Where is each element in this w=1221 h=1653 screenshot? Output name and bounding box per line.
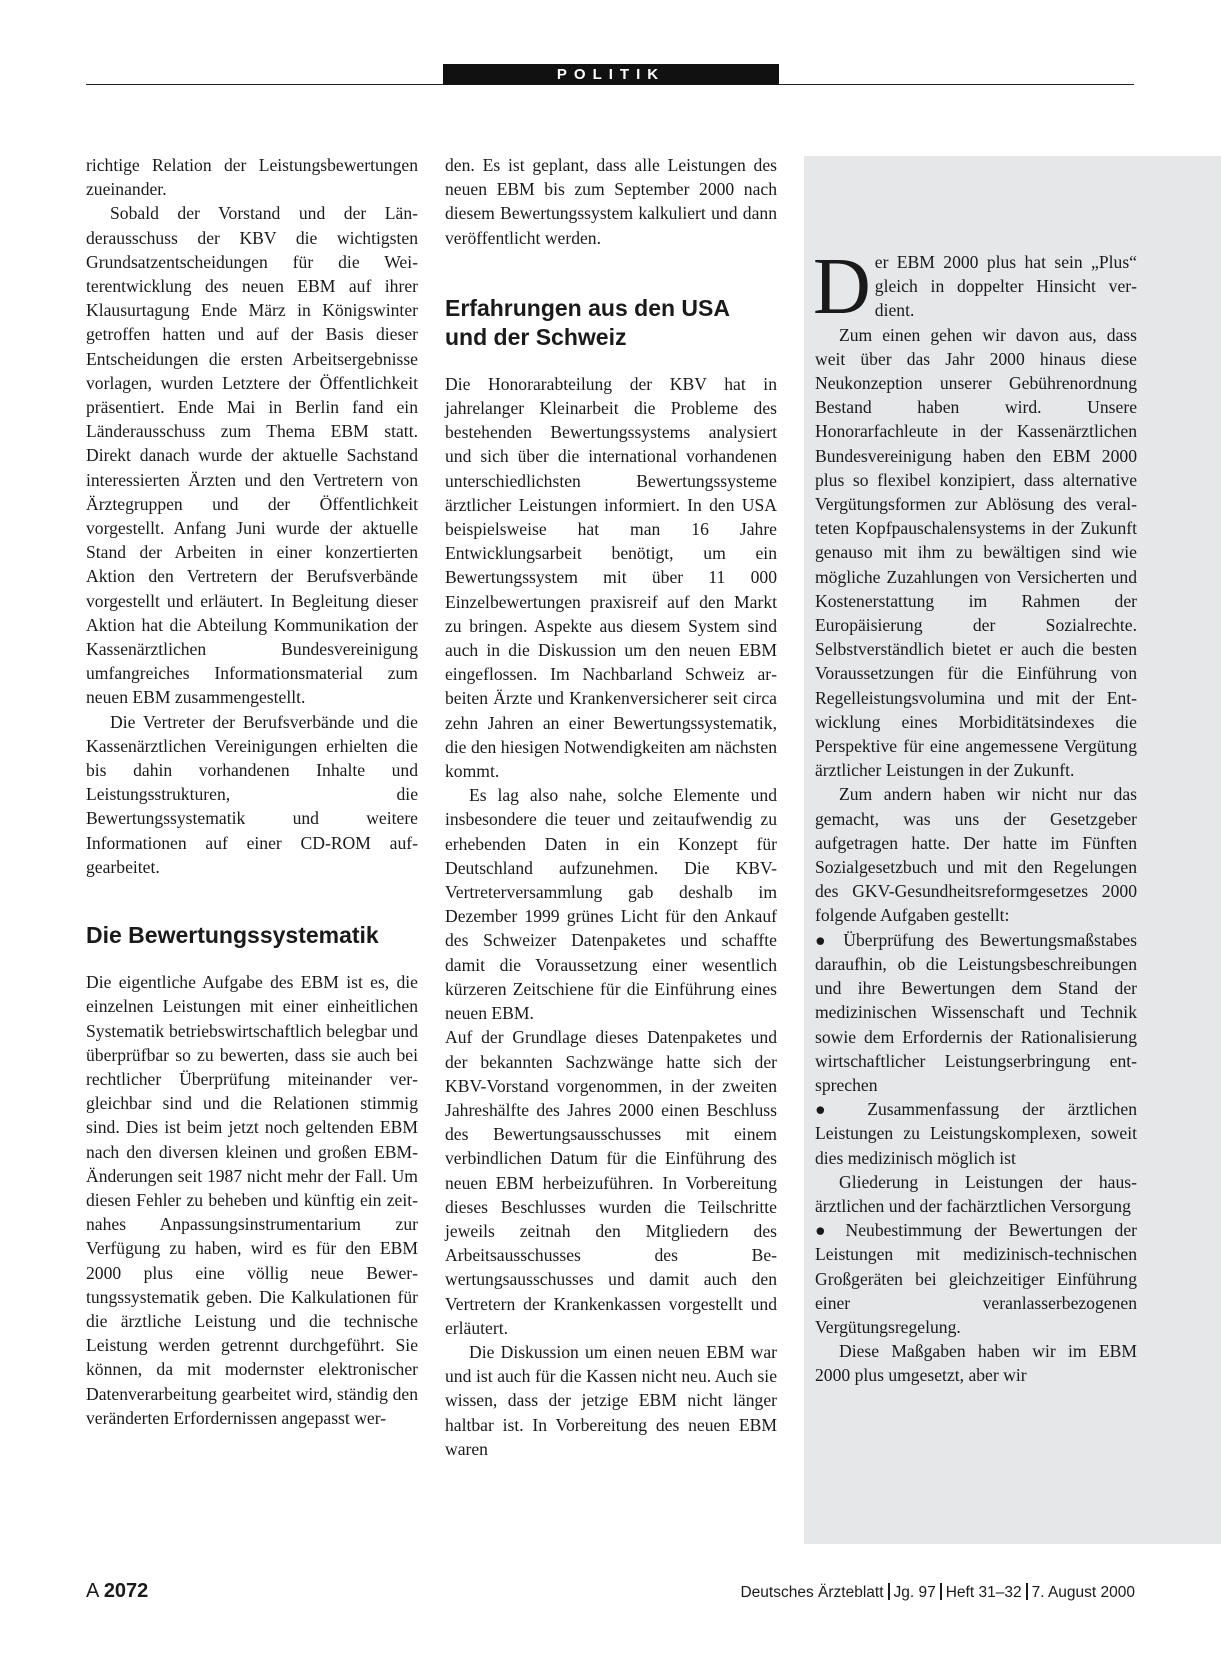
- separator: [1026, 1583, 1028, 1600]
- paragraph: Die eigentliche Aufgabe des EBM ist es, die einzelnen Leistungen mit einer einheitlichen Systematik betriebswirtschaftlich belegbar und überprüfbar so zu bewerten, dass sie auch bei rechtlicher Überprüfung miteinander vergleichbar sind und die Relationen stimmig sind. Dies ist beim jetzt noch geltenden EBM nach den diversen kleinen und großen EBM-Änderungen seit 1987 nicht mehr der Fall. Um diesen Fehler zu beheben und künftig ein zeitnahes Anpassungsinstrumentarium zur Verfügung zu haben, wird es für den EBM 2000 plus eine völlig neue Bewertungssystematik geben. Die Kalkulationen für die ärztliche Leistung und die technische Leistung werden getrennt durchgeführt. Sie können, da mit modernster elektronischer Datenverarbeitung gearbeitet wird, ständig den veränderten Erfordernissen angepasst wer-: [86, 972, 418, 1428]
- column-2: [445, 153, 777, 1461]
- drop-cap: D: [813, 243, 871, 331]
- paragraph: Gliederung in Leistungen der hausärztlichen und der fachärztlichen Versorgung: [815, 1171, 1137, 1216]
- journal-volume: Jg. 97: [893, 1584, 936, 1601]
- paragraph: Zum andern haben wir nicht nur das gemacht, was uns der Gesetzgeber aufgetragen hatte. Der hatte im Fünften Sozialgesetzbuch und mit den Regelungen des GKV-Gesundheitsreformgesetzes 2000 folgende Aufgaben gestellt:: [815, 784, 1137, 926]
- paragraph: Die Vertreter der Berufsverbände und die Kassenärztlichen Vereinigungen erhielten die bis dahin vorhandenen Inhalte und Leistungsstrukturen, die Bewertungssystematik und weitere Informationen auf einer CD-ROM aufgearbeitet.: [86, 711, 418, 877]
- paragraph: richtige Relation der Leistungsbewertungen zueinander.: [86, 155, 418, 200]
- paragraph: Zum einen gehen wir davon aus, dass weit über das Jahr 2000 hinaus diese Neukonzeption unserer Gebührenordnung Bestand haben wird. Unsere Honorarfachleute in der Kassenärztlichen Bundesvereinigung haben den EBM 2000 plus so flexibel konzipiert, dass alternative Vergütungsformen zur Ablösung des veralteten Kopfpauschalensystems in der Zukunft genauso mit ihm zu bewältigen sind wie mögliche Zuzahlungen von Versicherten und Kostenerstattung im Rahmen der Europäisierung der Sozialrechte. Selbstverständlich bietet er auch die besten Voraussetzungen für die Einführung von Regelleistungsvolumina und mit der Entwicklung eines Morbiditätsindexes die Perspektive für eine angemessene Vergütung ärztlicher Leistungen in der Zukunft.: [815, 324, 1137, 781]
- paragraph: den. Es ist geplant, dass alle Leistungen des neuen EBM bis zum September 2000 nach diesem Bewertungssystem kalkuliert und dann veröffentlicht werden.: [445, 155, 777, 248]
- page-number: [86, 1580, 148, 1603]
- separator: [940, 1583, 942, 1600]
- section-heading: Die Bewertungssystematik: [86, 922, 379, 949]
- journal-issue: Heft 31–32: [945, 1584, 1022, 1601]
- sidebar-column: [813, 243, 1137, 1388]
- journal-date: 7. August 2000: [1031, 1584, 1135, 1601]
- page-prefix: A: [86, 1580, 99, 1602]
- page-number-value: 2072: [103, 1580, 149, 1602]
- sidebar-lead-text: er EBM 2000 plus hat sein „Plus“ gleich in doppelter Hinsicht verdient.: [874, 252, 1137, 321]
- section-heading: [445, 294, 777, 352]
- section-label: POLITIK: [443, 64, 779, 85]
- bullet-item: ● Überprüfung des Bewertungsmaßstabes daraufhin, ob die Leistungsbeschreibungen und ihre Bewertungen dem Stand der medizinischen Wissenschaft und Technik sowie dem Erfordernis der Rationalisierung wirtschaftlicher Leistungserbringung entsprechen: [815, 929, 1137, 1095]
- paragraph: Diese Maßgaben haben wir im EBM 2000 plus umgesetzt, aber wir: [815, 1341, 1137, 1386]
- paragraph: Sobald der Vorstand und der Länderausschuss der KBV die wichtigsten Grundsatzentscheidungen für die Weiterentwicklung des neuen EBM auf ihrer Klausurtagung Ende März in Königswinter getroffen hatten und auf der Basis dieser Entscheidungen die ersten Arbeitsergebnisse vorlagen, wurden Letztere der Öffentlichkeit präsentiert. Ende Mai in Berlin fand ein Länderausschuss zum Thema EBM statt. Direkt danach wurde der aktuelle Sachstand interessierten Ärzten und den Vertretern von Ärztegruppen und der Öffentlichkeit vorgestellt. Anfang Juni wurde der aktuelle Stand der Arbeiten in einer konzertierten Aktion den Vertretern der Berufsverbände vorgestellt und erläutert. In Begleitung dieser Aktion hat die Abteilung Kommunikation der Kassenärztlichen Bundesvereinigung umfangreiches Informationsmaterial zum neuen EBM zusammengestellt.: [86, 203, 418, 708]
- bullet-item: ● Zusammenfassung der ärztlichen Leistungen zu Leistungskomplexen, soweit dies medizinisch möglich ist: [815, 1099, 1137, 1168]
- paragraph: Die Diskussion um einen neuen EBM war und ist auch für die Kassen nicht neu. Auch sie wissen, dass der jetzige EBM nicht länger haltbar ist. In Vorbereitung des neuen EBM waren: [445, 1341, 777, 1459]
- journal-citation: [740, 1583, 1135, 1602]
- separator: [888, 1583, 890, 1600]
- paragraph: Es lag also nahe, solche Elemente und insbesondere die teuer und zeitaufwendig zu erhebenden Daten in ein Konzept für Deutschland aufzunehmen. Die KBV-Vertreterversammlung gab deshalb im Dezember 1999 grünes Licht für den Ankauf des Schweizer Datenpaketes und schaffte damit die Voraussetzung einer wesentlich kürzeren Zeitschiene für die Einführung eines neuen EBM.: [445, 785, 777, 1024]
- paragraph: Die Honorarabteilung der KBV hat in jahrelanger Kleinarbeit die Probleme des bestehenden Bewertungssystems analysiert und sich über die international vorhandenen unterschiedlichsten Bewertungssysteme ärztlicher Leistungen informiert. In den USA beispielsweise hat man 16 Jahre Entwicklungsarbeit benötigt, um ein Bewertungssystem mit über 11 000 Einzelbewertungen praxisreif auf den Markt zu bringen. Aspekte aus diesem System sind auch in die Diskussion um den neuen EBM eingeflossen. Im Nachbarland Schweiz arbeiten Ärzte und Krankenversicherer seit circa zehn Jahren an einer Bewertungssystematik, die den hiesigen Notwendigkeiten am nächsten kommt.: [445, 373, 777, 782]
- bullet-item: ● Neubestimmung der Bewertungen der Leistungen mit medizinisch-technischen Großgeräten bei gleichzeitiger Einführung einer veranlasserbezogenen Vergütungsregelung.: [815, 1220, 1137, 1337]
- section-heading-line: und der Schweiz: [445, 323, 627, 350]
- journal-name: Deutsches Ärzteblatt: [740, 1584, 884, 1601]
- sidebar-lead-paragraph: [813, 243, 1137, 331]
- paragraph: Auf der Grundlage dieses Datenpaketes und der bekannten Sachzwänge hatte sich der KBV-Vorstand vorgenommen, in der zweiten Jahreshälfte des Jahres 2000 einen Beschluss des Bewertungsausschusses mit einem verbindlichen Datum für die Einführung des neuen EBM herbeizuführen. In Vorbereitung dieses Beschlusses wurden die Teilschritte jeweils zeitnah den Mitgliedern des Arbeitsausschusses des Bewertungsausschusses und damit auch den Vertretern der Krankenkassen vorgestellt und erläutert.: [445, 1027, 777, 1338]
- column-1: [86, 153, 418, 1430]
- section-heading-line: Erfahrungen aus den USA: [445, 294, 730, 321]
